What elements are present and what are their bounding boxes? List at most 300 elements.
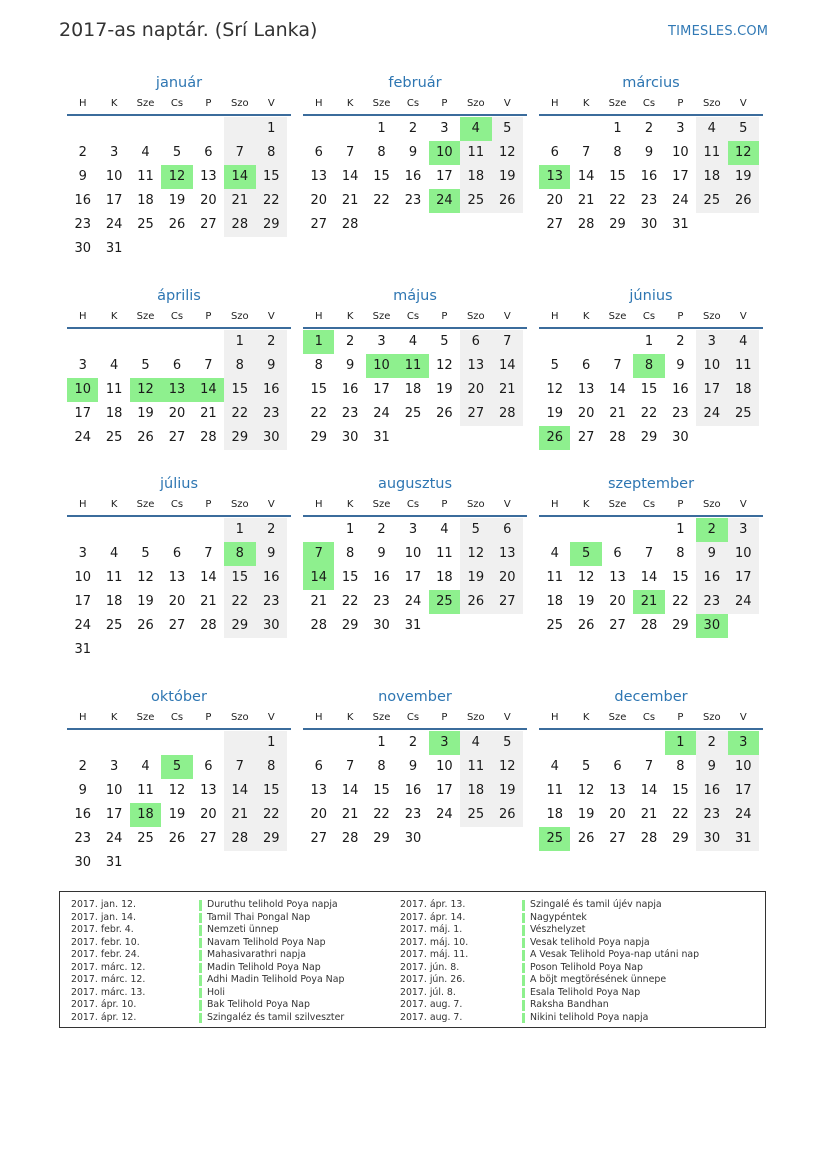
day-cell[interactable]: 5 (161, 755, 192, 779)
day-cell[interactable]: 13 (310, 169, 327, 184)
day-cell[interactable]: 8 (676, 546, 685, 561)
day-cell[interactable]: 18 (404, 382, 422, 397)
day-cell[interactable]: 16 (640, 169, 658, 184)
day-cell[interactable]: 15 (310, 382, 327, 397)
day-cell[interactable]: 7 (303, 542, 334, 566)
day-cell[interactable]: 28 (224, 827, 255, 851)
day-cell[interactable]: 14 (640, 783, 658, 798)
day-cell[interactable]: 16 (404, 169, 422, 184)
day-cell[interactable]: 1 (256, 117, 287, 141)
day-cell[interactable]: 25 (137, 217, 154, 232)
day-cell[interactable]: 27 (577, 430, 595, 445)
day-cell[interactable]: 17 (436, 783, 453, 798)
day-cell[interactable]: 17 (728, 566, 759, 590)
day-cell[interactable]: 24 (728, 803, 759, 827)
day-cell[interactable]: 4 (109, 546, 119, 561)
day-cell[interactable]: 16 (404, 783, 422, 798)
day-cell[interactable]: 1 (256, 731, 287, 755)
day-cell[interactable]: 27 (200, 831, 217, 846)
day-cell[interactable]: 12 (130, 378, 161, 402)
day-cell[interactable]: 4 (728, 330, 759, 354)
day-cell[interactable]: 8 (676, 759, 685, 774)
day-cell[interactable]: 18 (546, 594, 563, 609)
day-cell[interactable]: 8 (314, 358, 323, 373)
day-cell[interactable]: 12 (492, 141, 523, 165)
day-cell[interactable]: 4 (141, 145, 150, 160)
day-cell[interactable]: 19 (492, 165, 523, 189)
day-cell[interactable]: 11 (137, 783, 154, 798)
day-cell[interactable]: 30 (256, 614, 287, 638)
day-cell[interactable]: 27 (310, 831, 327, 846)
day-cell[interactable]: 18 (137, 193, 154, 208)
day-cell[interactable]: 19 (137, 594, 154, 609)
day-cell[interactable]: 22 (341, 594, 359, 609)
day-cell[interactable]: 7 (204, 546, 213, 561)
day-cell[interactable]: 12 (161, 165, 192, 189)
day-cell[interactable]: 20 (546, 193, 563, 208)
day-cell[interactable]: 28 (224, 213, 255, 237)
day-cell[interactable]: 8 (613, 145, 622, 160)
day-cell[interactable]: 1 (377, 121, 386, 136)
day-cell[interactable]: 26 (137, 618, 154, 633)
day-cell[interactable]: 11 (397, 354, 428, 378)
day-cell[interactable]: 27 (492, 590, 523, 614)
day-cell[interactable]: 29 (373, 831, 390, 846)
day-cell[interactable]: 11 (460, 141, 491, 165)
day-cell[interactable]: 1 (224, 518, 255, 542)
day-cell[interactable]: 28 (492, 402, 523, 426)
day-cell[interactable]: 7 (345, 145, 355, 160)
day-cell[interactable]: 26 (436, 406, 453, 421)
day-cell[interactable]: 5 (492, 117, 523, 141)
day-cell[interactable]: 24 (728, 590, 759, 614)
day-cell[interactable]: 1 (644, 334, 654, 349)
day-cell[interactable]: 19 (460, 566, 491, 590)
day-cell[interactable]: 4 (696, 117, 727, 141)
day-cell[interactable]: 3 (429, 731, 460, 755)
day-cell[interactable]: 22 (224, 402, 255, 426)
day-cell[interactable]: 21 (224, 803, 255, 827)
day-cell[interactable]: 17 (105, 807, 123, 822)
day-cell[interactable]: 11 (436, 546, 453, 561)
day-cell[interactable]: 4 (460, 117, 491, 141)
day-cell[interactable]: 15 (672, 783, 689, 798)
day-cell[interactable]: 6 (550, 145, 559, 160)
day-cell[interactable]: 31 (105, 241, 123, 256)
day-cell[interactable]: 15 (609, 169, 626, 184)
day-cell[interactable]: 21 (577, 193, 595, 208)
day-cell[interactable]: 26 (577, 831, 595, 846)
day-cell[interactable]: 24 (429, 189, 460, 213)
day-cell[interactable]: 6 (172, 546, 182, 561)
day-cell[interactable]: 27 (310, 217, 327, 232)
day-cell[interactable]: 7 (613, 358, 622, 373)
day-cell[interactable]: 20 (492, 566, 523, 590)
day-cell[interactable]: 15 (341, 570, 359, 585)
day-cell[interactable]: 27 (168, 618, 186, 633)
day-cell[interactable]: 29 (672, 618, 689, 633)
day-cell[interactable]: 7 (224, 755, 255, 779)
day-cell[interactable]: 26 (460, 590, 491, 614)
day-cell[interactable]: 20 (609, 594, 626, 609)
day-cell[interactable]: 23 (74, 831, 91, 846)
day-cell[interactable]: 22 (224, 590, 255, 614)
day-cell[interactable]: 3 (377, 334, 386, 349)
day-cell[interactable]: 29 (256, 213, 287, 237)
day-cell[interactable]: 7 (492, 330, 523, 354)
day-cell[interactable]: 28 (341, 831, 359, 846)
day-cell[interactable]: 25 (137, 831, 154, 846)
day-cell[interactable]: 17 (404, 570, 422, 585)
day-cell[interactable]: 22 (373, 193, 390, 208)
day-cell[interactable]: 4 (408, 334, 418, 349)
day-cell[interactable]: 4 (550, 546, 559, 561)
day-cell[interactable]: 23 (256, 402, 287, 426)
day-cell[interactable]: 1 (613, 121, 622, 136)
day-cell[interactable]: 27 (200, 217, 217, 232)
day-cell[interactable]: 20 (168, 594, 186, 609)
day-cell[interactable]: 27 (609, 618, 626, 633)
day-cell[interactable]: 20 (609, 807, 626, 822)
day-cell[interactable]: 2 (408, 735, 418, 750)
day-cell[interactable]: 24 (404, 594, 422, 609)
day-cell[interactable]: 14 (224, 779, 255, 803)
day-cell[interactable]: 9 (696, 755, 727, 779)
day-cell[interactable]: 3 (696, 330, 727, 354)
day-cell[interactable]: 13 (310, 783, 327, 798)
day-cell[interactable]: 31 (404, 618, 422, 633)
day-cell[interactable]: 13 (460, 354, 491, 378)
day-cell[interactable]: 23 (640, 193, 658, 208)
day-cell[interactable]: 3 (408, 522, 418, 537)
day-cell[interactable]: 2 (345, 334, 355, 349)
day-cell[interactable]: 11 (546, 570, 563, 585)
day-cell[interactable]: 7 (224, 141, 255, 165)
day-cell[interactable]: 24 (436, 807, 453, 822)
day-cell[interactable]: 29 (640, 430, 658, 445)
day-cell[interactable]: 27 (609, 831, 626, 846)
day-cell[interactable]: 18 (130, 803, 161, 827)
day-cell[interactable]: 16 (373, 570, 390, 585)
day-cell[interactable]: 8 (224, 354, 255, 378)
day-cell[interactable]: 23 (672, 406, 689, 421)
day-cell[interactable]: 25 (460, 189, 491, 213)
day-cell[interactable]: 26 (577, 618, 595, 633)
day-cell[interactable]: 9 (78, 169, 87, 184)
day-cell[interactable]: 9 (256, 542, 287, 566)
day-cell[interactable]: 29 (609, 217, 626, 232)
day-cell[interactable]: 12 (492, 755, 523, 779)
day-cell[interactable]: 16 (74, 193, 91, 208)
day-cell[interactable]: 11 (105, 382, 123, 397)
day-cell[interactable]: 20 (577, 406, 595, 421)
day-cell[interactable]: 10 (366, 354, 397, 378)
day-cell[interactable]: 31 (728, 827, 759, 851)
day-cell[interactable]: 3 (728, 731, 759, 755)
day-cell[interactable]: 15 (224, 378, 255, 402)
day-cell[interactable]: 30 (672, 430, 689, 445)
day-cell[interactable]: 11 (546, 783, 563, 798)
day-cell[interactable]: 3 (728, 518, 759, 542)
day-cell[interactable]: 15 (373, 783, 390, 798)
day-cell[interactable]: 7 (644, 759, 654, 774)
day-cell[interactable]: 17 (105, 193, 123, 208)
day-cell[interactable]: 30 (696, 614, 727, 638)
day-cell[interactable]: 5 (492, 731, 523, 755)
day-cell[interactable]: 6 (613, 546, 622, 561)
day-cell[interactable]: 10 (436, 759, 453, 774)
day-cell[interactable]: 19 (492, 779, 523, 803)
day-cell[interactable]: 14 (341, 783, 359, 798)
day-cell[interactable]: 31 (105, 855, 123, 870)
day-cell[interactable]: 26 (492, 803, 523, 827)
day-cell[interactable]: 14 (640, 570, 658, 585)
day-cell[interactable]: 27 (168, 430, 186, 445)
day-cell[interactable]: 2 (78, 145, 87, 160)
day-cell[interactable]: 2 (78, 759, 87, 774)
day-cell[interactable]: 1 (665, 731, 696, 755)
day-cell[interactable]: 4 (550, 759, 559, 774)
day-cell[interactable]: 19 (137, 406, 154, 421)
day-cell[interactable]: 22 (672, 807, 689, 822)
day-cell[interactable]: 18 (105, 406, 123, 421)
day-cell[interactable]: 10 (696, 354, 727, 378)
day-cell[interactable]: 14 (193, 378, 224, 402)
day-cell[interactable]: 10 (74, 570, 91, 585)
day-cell[interactable]: 15 (224, 566, 255, 590)
day-cell[interactable]: 14 (341, 169, 359, 184)
day-cell[interactable]: 3 (109, 759, 119, 774)
day-cell[interactable]: 11 (696, 141, 727, 165)
day-cell[interactable]: 1 (345, 522, 355, 537)
day-cell[interactable]: 29 (341, 618, 359, 633)
day-cell[interactable]: 10 (429, 141, 460, 165)
day-cell[interactable]: 22 (256, 803, 287, 827)
day-cell[interactable]: 7 (204, 358, 213, 373)
day-cell[interactable]: 23 (696, 803, 727, 827)
day-cell[interactable]: 23 (404, 807, 422, 822)
day-cell[interactable]: 17 (728, 779, 759, 803)
day-cell[interactable]: 23 (404, 193, 422, 208)
day-cell[interactable]: 22 (609, 193, 626, 208)
day-cell[interactable]: 6 (314, 145, 323, 160)
day-cell[interactable]: 4 (460, 731, 491, 755)
day-cell[interactable]: 11 (728, 354, 759, 378)
day-cell[interactable]: 28 (200, 618, 217, 633)
day-cell[interactable]: 6 (314, 759, 323, 774)
day-cell[interactable]: 9 (644, 145, 654, 160)
day-cell[interactable]: 21 (200, 594, 217, 609)
day-cell[interactable]: 5 (581, 759, 591, 774)
day-cell[interactable]: 21 (341, 193, 359, 208)
day-cell[interactable]: 26 (539, 426, 570, 450)
day-cell[interactable]: 17 (74, 406, 91, 421)
day-cell[interactable]: 12 (436, 358, 453, 373)
day-cell[interactable]: 9 (676, 358, 685, 373)
day-cell[interactable]: 19 (168, 193, 186, 208)
day-cell[interactable]: 5 (728, 117, 759, 141)
day-cell[interactable]: 13 (609, 783, 626, 798)
day-cell[interactable]: 14 (224, 165, 255, 189)
day-cell[interactable]: 5 (141, 546, 150, 561)
day-cell[interactable]: 5 (141, 358, 150, 373)
day-cell[interactable]: 30 (404, 831, 422, 846)
day-cell[interactable]: 7 (644, 546, 654, 561)
day-cell[interactable]: 31 (373, 430, 390, 445)
day-cell[interactable]: 13 (200, 783, 217, 798)
day-cell[interactable]: 15 (672, 570, 689, 585)
day-cell[interactable]: 5 (550, 358, 559, 373)
day-cell[interactable]: 6 (492, 518, 523, 542)
day-cell[interactable]: 28 (640, 831, 658, 846)
day-cell[interactable]: 26 (168, 831, 186, 846)
day-cell[interactable]: 30 (256, 426, 287, 450)
day-cell[interactable]: 23 (341, 406, 359, 421)
day-cell[interactable]: 15 (256, 165, 287, 189)
day-cell[interactable]: 10 (67, 378, 98, 402)
day-cell[interactable]: 27 (546, 217, 563, 232)
day-cell[interactable]: 13 (539, 165, 570, 189)
day-cell[interactable]: 24 (672, 193, 689, 208)
day-cell[interactable]: 14 (200, 570, 217, 585)
day-cell[interactable]: 22 (373, 807, 390, 822)
day-cell[interactable]: 13 (168, 570, 186, 585)
day-cell[interactable]: 1 (377, 735, 386, 750)
day-cell[interactable]: 18 (105, 594, 123, 609)
day-cell[interactable]: 8 (224, 542, 255, 566)
day-cell[interactable]: 16 (256, 566, 287, 590)
day-cell[interactable]: 24 (105, 217, 123, 232)
day-cell[interactable]: 29 (672, 831, 689, 846)
day-cell[interactable]: 24 (696, 402, 727, 426)
day-cell[interactable]: 12 (460, 542, 491, 566)
day-cell[interactable]: 23 (256, 590, 287, 614)
day-cell[interactable]: 10 (728, 542, 759, 566)
day-cell[interactable]: 6 (613, 759, 622, 774)
day-cell[interactable]: 12 (728, 141, 759, 165)
day-cell[interactable]: 12 (577, 570, 595, 585)
day-cell[interactable]: 25 (105, 430, 123, 445)
day-cell[interactable]: 21 (640, 807, 658, 822)
day-cell[interactable]: 15 (373, 169, 390, 184)
day-cell[interactable]: 7 (345, 759, 355, 774)
day-cell[interactable]: 6 (460, 330, 491, 354)
day-cell[interactable]: 30 (696, 827, 727, 851)
day-cell[interactable]: 9 (696, 542, 727, 566)
day-cell[interactable]: 25 (404, 406, 422, 421)
day-cell[interactable]: 2 (256, 330, 287, 354)
day-cell[interactable]: 1 (224, 330, 255, 354)
day-cell[interactable]: 19 (436, 382, 453, 397)
day-cell[interactable]: 6 (204, 145, 213, 160)
day-cell[interactable]: 12 (137, 570, 154, 585)
day-cell[interactable]: 24 (74, 618, 91, 633)
day-cell[interactable]: 21 (224, 189, 255, 213)
day-cell[interactable]: 10 (672, 145, 689, 160)
day-cell[interactable]: 3 (109, 145, 119, 160)
day-cell[interactable]: 25 (460, 803, 491, 827)
day-cell[interactable]: 5 (172, 145, 182, 160)
day-cell[interactable]: 25 (105, 618, 123, 633)
day-cell[interactable]: 18 (728, 378, 759, 402)
day-cell[interactable]: 10 (105, 783, 123, 798)
day-cell[interactable]: 18 (546, 807, 563, 822)
day-cell[interactable]: 20 (310, 193, 327, 208)
day-cell[interactable]: 28 (341, 217, 359, 232)
day-cell[interactable]: 9 (78, 783, 87, 798)
day-cell[interactable]: 16 (256, 378, 287, 402)
day-cell[interactable]: 13 (577, 382, 595, 397)
day-cell[interactable]: 22 (256, 189, 287, 213)
day-cell[interactable]: 3 (78, 546, 87, 561)
day-cell[interactable]: 4 (109, 358, 119, 373)
day-cell[interactable]: 3 (676, 121, 685, 136)
day-cell[interactable]: 11 (460, 755, 491, 779)
day-cell[interactable]: 21 (633, 590, 664, 614)
day-cell[interactable]: 18 (436, 570, 453, 585)
day-cell[interactable]: 30 (74, 855, 91, 870)
day-cell[interactable]: 13 (492, 542, 523, 566)
day-cell[interactable]: 20 (168, 406, 186, 421)
day-cell[interactable]: 20 (460, 378, 491, 402)
day-cell[interactable]: 19 (168, 807, 186, 822)
day-cell[interactable]: 21 (609, 406, 626, 421)
day-cell[interactable]: 8 (633, 354, 664, 378)
day-cell[interactable]: 22 (672, 594, 689, 609)
day-cell[interactable]: 6 (172, 358, 182, 373)
day-cell[interactable]: 26 (168, 217, 186, 232)
day-cell[interactable]: 27 (460, 402, 491, 426)
day-cell[interactable]: 5 (460, 518, 491, 542)
day-cell[interactable]: 31 (672, 217, 689, 232)
day-cell[interactable]: 18 (460, 165, 491, 189)
day-cell[interactable]: 5 (570, 542, 601, 566)
day-cell[interactable]: 8 (345, 546, 355, 561)
day-cell[interactable]: 21 (492, 378, 523, 402)
day-cell[interactable]: 23 (74, 217, 91, 232)
day-cell[interactable]: 16 (672, 382, 689, 397)
day-cell[interactable]: 10 (105, 169, 123, 184)
day-cell[interactable]: 16 (74, 807, 91, 822)
day-cell[interactable]: 7 (581, 145, 591, 160)
day-cell[interactable]: 20 (310, 807, 327, 822)
day-cell[interactable]: 14 (577, 169, 595, 184)
day-cell[interactable]: 19 (577, 594, 595, 609)
day-cell[interactable]: 9 (256, 354, 287, 378)
day-cell[interactable]: 25 (539, 827, 570, 851)
day-cell[interactable]: 28 (609, 430, 626, 445)
day-cell[interactable]: 21 (200, 406, 217, 421)
day-cell[interactable]: 30 (373, 618, 390, 633)
day-cell[interactable]: 25 (728, 402, 759, 426)
day-cell[interactable]: 8 (377, 759, 386, 774)
day-cell[interactable]: 6 (581, 358, 591, 373)
day-cell[interactable]: 26 (137, 430, 154, 445)
day-cell[interactable]: 23 (373, 594, 390, 609)
day-cell[interactable]: 23 (696, 590, 727, 614)
day-cell[interactable]: 31 (74, 642, 91, 657)
day-cell[interactable]: 2 (408, 121, 418, 136)
brand-link[interactable]: TIMESLES.COM (668, 24, 769, 39)
day-cell[interactable]: 14 (492, 354, 523, 378)
day-cell[interactable]: 29 (310, 430, 327, 445)
day-cell[interactable]: 15 (640, 382, 658, 397)
day-cell[interactable]: 29 (224, 614, 255, 638)
day-cell[interactable]: 6 (204, 759, 213, 774)
day-cell[interactable]: 2 (696, 731, 727, 755)
day-cell[interactable]: 14 (609, 382, 626, 397)
day-cell[interactable]: 8 (256, 755, 287, 779)
